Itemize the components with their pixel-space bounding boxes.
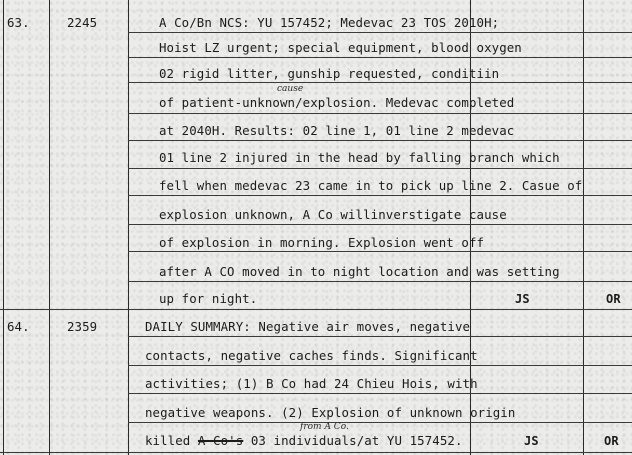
row-rule <box>128 422 632 423</box>
handwritten-annotation: from A Co. <box>300 422 349 432</box>
entry-line: 02 rigid litter, gunship requested, conditiin <box>159 66 500 81</box>
entry-line: activities; (1) B Co had 24 Chieu Hois, with <box>145 376 478 391</box>
row-rule <box>0 309 632 310</box>
action-code: OR <box>606 292 621 306</box>
entry-text: /at YU 157452. <box>356 433 463 448</box>
entry-line: at 2040H. Results: 02 line 1, 01 line 2 medevac <box>159 123 515 138</box>
item-number: 63. <box>7 15 30 30</box>
entry-time: 2245 <box>67 15 98 30</box>
entry-line: A Co/Bn NCS: YU 157452; Medevac 23 TOS 2010H; <box>159 15 500 30</box>
entry-line: after A CO moved in to night location and was setting <box>159 264 560 279</box>
entry-line: Hoist LZ urgent; special equipment, blood oxygen <box>159 40 522 55</box>
row-rule <box>0 452 632 453</box>
entry-line: negative weapons. (2) Explosion of unknown origin <box>145 405 516 420</box>
entry-line: DAILY SUMMARY: Negative air moves, negative <box>145 319 471 334</box>
entry-line: explosion unknown, A Co willinverstigate cause <box>159 207 507 222</box>
entry-line: of patient-unknown/explosion. Medevac completed <box>159 95 515 110</box>
entry-text: killed <box>145 433 191 448</box>
entry-time: 2359 <box>67 319 98 334</box>
column-rule <box>583 0 584 455</box>
item-number: 64. <box>7 319 30 334</box>
row-rule <box>128 224 632 225</box>
column-rule <box>3 0 4 455</box>
row-rule <box>128 113 632 114</box>
entry-line: up for night. <box>159 291 258 306</box>
entry-line: fell when medevac 23 came in to pick up line 2. Casue of <box>159 178 583 193</box>
entry-text: 03 individuals <box>250 433 357 448</box>
row-rule <box>128 168 632 169</box>
row-rule <box>128 336 632 337</box>
action-code: OR <box>604 434 619 448</box>
initials: JS <box>524 434 539 448</box>
row-rule <box>128 32 632 33</box>
struck-text: A Co's <box>197 433 244 448</box>
entry-line: 01 line 2 injured in the head by falling branch which <box>159 150 560 165</box>
initials: JS <box>515 292 530 306</box>
row-rule <box>128 365 632 366</box>
row-rule <box>128 140 632 141</box>
row-rule <box>128 251 632 252</box>
column-rule <box>49 0 50 455</box>
row-rule <box>128 82 632 83</box>
entry-line-last <box>145 434 463 448</box>
column-rule <box>128 0 129 455</box>
row-rule <box>128 57 632 58</box>
entry-line: of explosion in morning. Explosion went off <box>159 235 485 250</box>
row-rule <box>128 195 632 196</box>
handwritten-annotation: cause <box>277 84 304 94</box>
row-rule <box>128 393 632 394</box>
row-rule <box>128 281 632 282</box>
entry-line: contacts, negative caches finds. Significant <box>145 348 478 363</box>
